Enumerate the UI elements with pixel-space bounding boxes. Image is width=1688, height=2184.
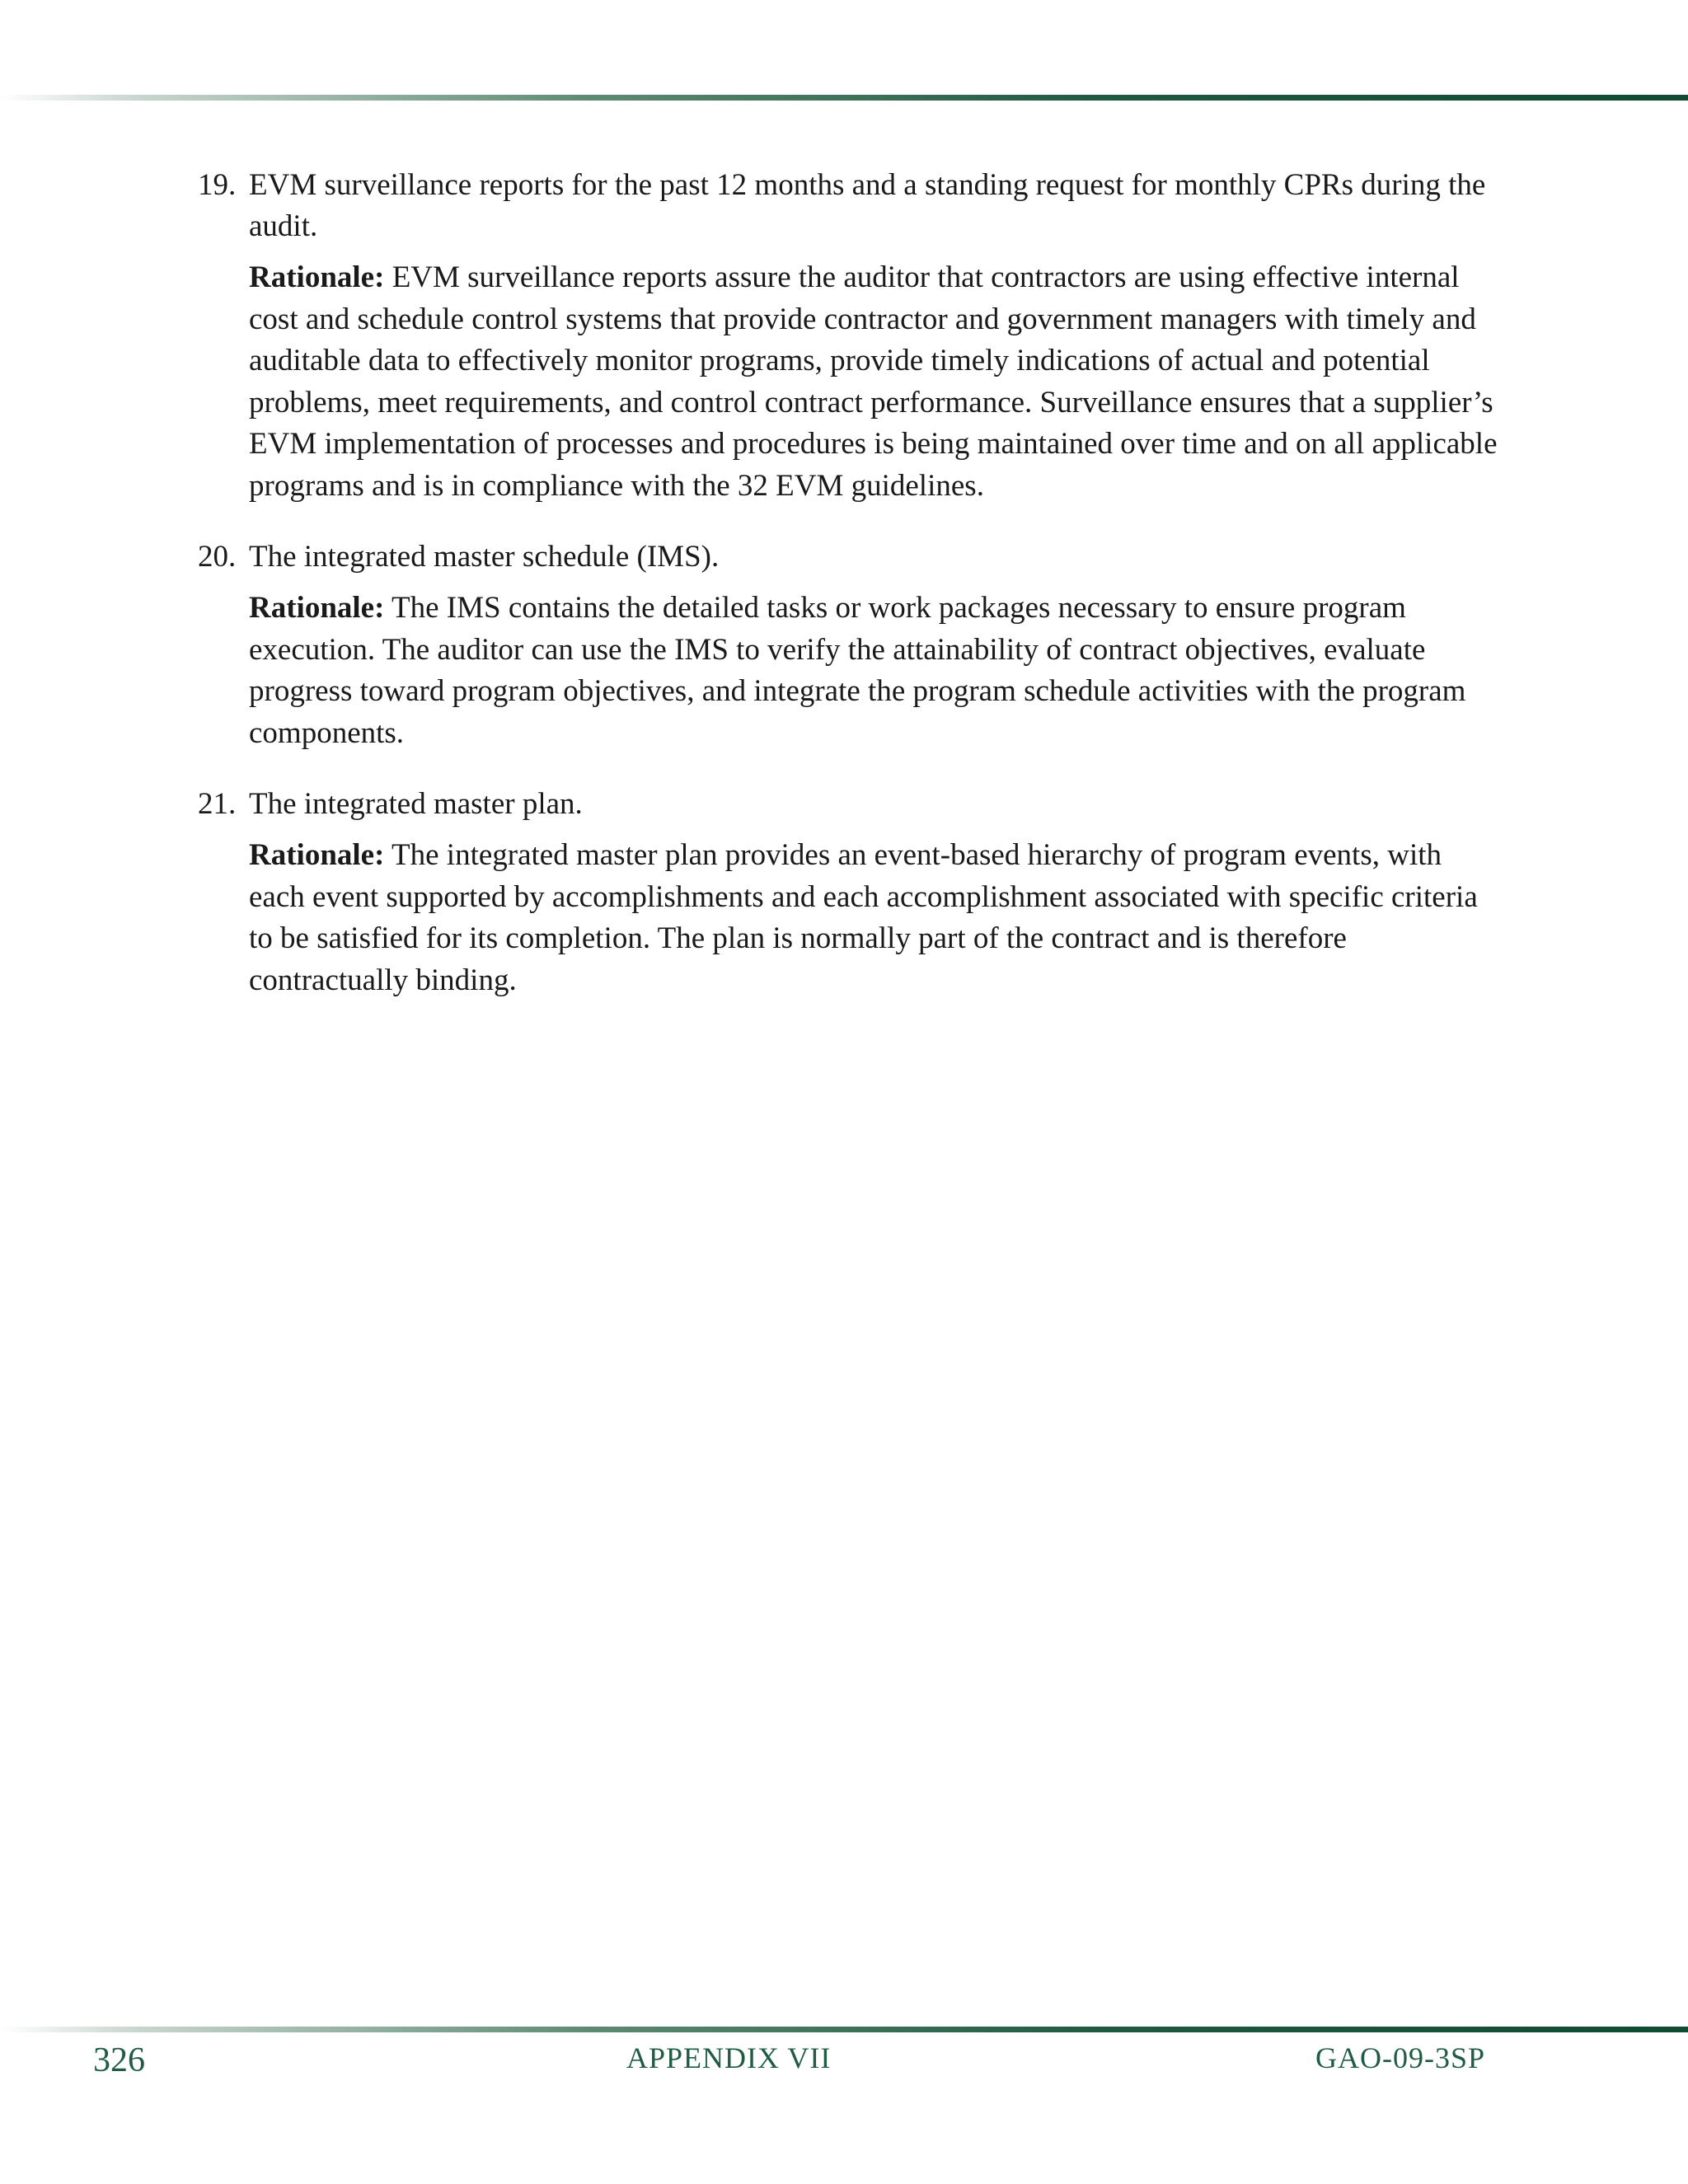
list-item-number: 21. (198, 787, 237, 821)
list-item-21 (198, 784, 1500, 1001)
page-number: 326 (93, 2041, 145, 2079)
footer-rule (0, 2027, 1688, 2032)
list-item-heading (198, 537, 1500, 578)
list-item-number: 20. (198, 540, 237, 574)
list-item-20 (198, 537, 1500, 754)
list-item-text: EVM surveillance reports for the past 12 months and a standing request for monthly CPRs during the audit. (249, 168, 1486, 243)
list-item-heading (198, 165, 1500, 247)
list-item-19 (198, 165, 1500, 507)
list-item-text: The integrated master plan. (249, 787, 583, 821)
rationale-label: Rationale: (249, 838, 385, 872)
list-item-text: The integrated master schedule (IMS). (249, 540, 720, 574)
rationale-paragraph (249, 588, 1500, 754)
rationale-paragraph (249, 835, 1500, 1001)
header-rule (0, 95, 1688, 101)
list-item-heading (198, 784, 1500, 825)
rationale-paragraph (249, 257, 1500, 507)
rationale-label: Rationale: (249, 591, 385, 625)
rationale-label: Rationale: (249, 260, 385, 294)
page-content (198, 165, 1500, 1031)
footer-section-title: APPENDIX VII (626, 2041, 832, 2074)
list-item-number: 19. (198, 168, 237, 202)
rationale-text: EVM surveillance reports assure the auditor that contractors are using effective internal cost and schedule control systems that provide contractor and government managers with timely and auditable data to effectively monitor programs, provide timely indications of actual and potential problems, meet requirements, and control contract performance. Surveillance ensures that a supplier’s EVM implementation of processes and procedures is being maintained over time and on all applicable programs and is in compliance with the 32 EVM guidelines. (249, 260, 1498, 503)
rationale-text: The IMS contains the detailed tasks or work packages necessary to ensure program execution. The auditor can use the IMS to verify the attainability of contract objectives, evaluate progress toward program objectives, and integrate the program schedule activities with the program components. (249, 591, 1466, 750)
rationale-text: The integrated master plan provides an event-based hierarchy of program events, with each event supported by accomplishments and each accomplishment associated with specific criteria to be satisfied for its completion. The plan is normally part of the contract and is therefore contractually binding. (249, 838, 1478, 997)
footer-document-id: GAO-09-3SP (1315, 2041, 1486, 2074)
